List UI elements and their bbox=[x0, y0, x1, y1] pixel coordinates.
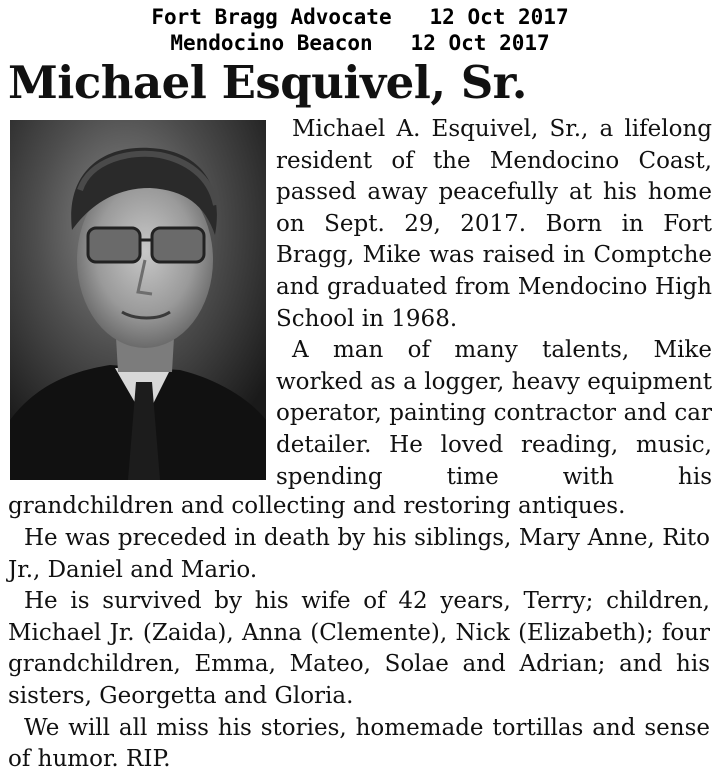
paragraph-survived: He is survived by his wife of 42 years, Terry; children, Michael Jr. (Zaida), Anna (Clemente), Nick (Elizabeth); four grandchildren, Emma, Mateo, Solae and Adrian; and his sisters, Georgetta and Gloria. bbox=[8, 588, 710, 709]
lead-column bbox=[276, 114, 712, 493]
obituary-title: Michael Esquivel, Sr. bbox=[8, 56, 527, 109]
paragraph-talents: A man of many talents, Mike worked as a logger, heavy equipment operator, painting contractor and car detailer. He loved reading, music, spending time with his bbox=[276, 337, 712, 490]
source-line-beacon: Mendocino Beacon 12 Oct 2017 bbox=[170, 31, 550, 55]
obituary-body bbox=[8, 523, 710, 776]
portrait-illustration bbox=[10, 120, 266, 480]
paragraph-closing: We will all miss his stories, homemade tortillas and sense of humor. RIP. bbox=[8, 714, 710, 773]
paragraph-preceded: He was preceded in death by his siblings, Mary Anne, Rito Jr., Daniel and Mario. bbox=[8, 525, 710, 583]
source-line-advocate: Fort Bragg Advocate 12 Oct 2017 bbox=[151, 5, 569, 29]
portrait-photo bbox=[10, 120, 266, 480]
paragraph-biography: Michael A. Esquivel, Sr., a lifelong resident of the Mendocino Coast, passed away peacefully at his home on Sept. 29, 2017. Born in Fort Bragg, Mike was raised in Comptche and graduated from Mendocino High School in 1968. bbox=[276, 116, 712, 332]
paragraph-talents-continued: grandchildren and collecting and restoring antiques. bbox=[8, 493, 626, 519]
source-header bbox=[0, 4, 720, 56]
